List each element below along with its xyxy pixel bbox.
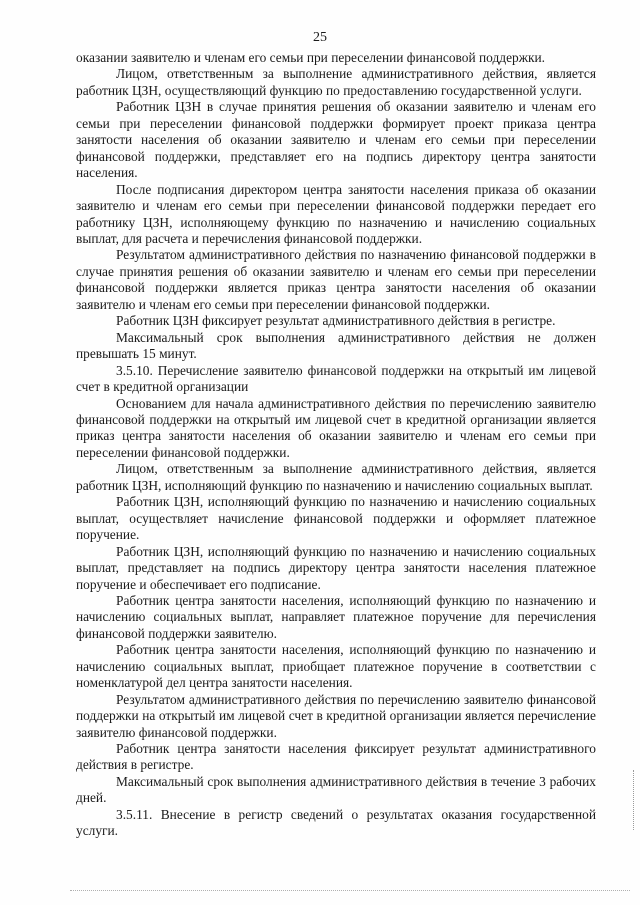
scan-bottom-edge <box>70 889 630 891</box>
paragraph-responsible-person-2: Лицом, ответственным за выполнение административного действия, является работник ЦЗН, исполняющий функцию по назначению и начислению социальных выплат. <box>76 461 596 493</box>
paragraph-payment-order-send: Работник центра занятости населения, исполняющий функцию по назначению и начислению социальных выплат, направляет платежное поручение для перечисления финансовой поддержки заявителю. <box>76 592 596 641</box>
paragraph-after-signing: После подписания директором центра занятости населения приказа об оказании заявителю и членам его семьи при переселении финансовой поддержки передает его работнику ЦЗН, исполняющему функцию по назначению и начислению социальных выплат, для расчета и перечисления финансовой поддержки. <box>76 181 596 246</box>
paragraph-max-time-2: Максимальный срок выполнения административного действия в течение 3 рабочих дней. <box>76 773 596 806</box>
paragraph-basis: Основанием для начала административного действия по перечислению заявителю финансовой поддержки на открытый им лицевой счет в кредитной организации является приказ центра занятости населения об оказании заявителю и членам его семьи при переселении финансовой поддержки. <box>76 395 596 460</box>
paragraph-register-fix-2: Работник центра занятости населения фиксирует результат административного действия в регистре. <box>76 741 596 773</box>
scan-edge-mark <box>632 770 634 830</box>
paragraph-order-draft: Работник ЦЗН в случае принятия решения об оказании заявителю и членам его семьи при переселении финансовой поддержки формирует проект приказа центра занятости населения об оказании заявителю и членам его семьи при переселении финансовой поддержки, представляет его на подпись директору центра занятости населения. <box>76 99 596 181</box>
paragraph-payment-order-file: Работник центра занятости населения, исполняющий функцию по назначению и начислению социальных выплат, приобщает платежное поручение в соответствии с номенклатурой дел центра занятости населения. <box>76 642 596 691</box>
document-body <box>76 50 596 840</box>
paragraph-register-fix: Работник ЦЗН фиксирует результат административного действия в регистре. <box>116 313 556 329</box>
paragraph-result-2: Результатом административного действия по перечислению заявителю финансовой поддержки на открытый им лицевой счет в кредитной организации является перечисление заявителю финансовой поддержки. <box>76 691 596 740</box>
paragraph-max-time: Максимальный срок выполнения административного действия не должен превышать 15 минут. <box>76 329 596 362</box>
paragraph-responsible-person: Лицом, ответственным за выполнение административного действия, является работник ЦЗН, осуществляющий функцию по предоставлению государственной услуги. <box>76 66 596 98</box>
page-number: 25 <box>313 30 327 45</box>
paragraph-payment-order-signing: Работник ЦЗН, исполняющий функцию по назначению и начислению социальных выплат, представляет на подпись директору центра занятости населения платежное поручение и обеспечивает его подписание. <box>76 543 596 592</box>
paragraph-continuation: оказании заявителю и членам его семьи при переселении финансовой поддержки. <box>76 50 546 65</box>
paragraph-accrual: Работник ЦЗН, исполняющий функцию по назначению и начислению социальных выплат, осуществляет начисление финансовой поддержки и оформляет платежное поручение. <box>76 494 596 543</box>
paragraph-result: Результатом административного действия по назначению финансовой поддержки в случае принятия решения об оказании заявителю и членам его семьи при переселении финансовой поддержки является приказ центра занятости населения об оказании заявителю и членам его семьи при переселении финансовой поддержки. <box>76 247 596 312</box>
section-heading-3-5-11: 3.5.11. Внесение в регистр сведений о результатах оказания государственной услуги. <box>76 806 596 839</box>
section-heading-3-5-10: 3.5.10. Перечисление заявителю финансовой поддержки на открытый им лицевой счет в кредитной организации <box>76 362 596 395</box>
